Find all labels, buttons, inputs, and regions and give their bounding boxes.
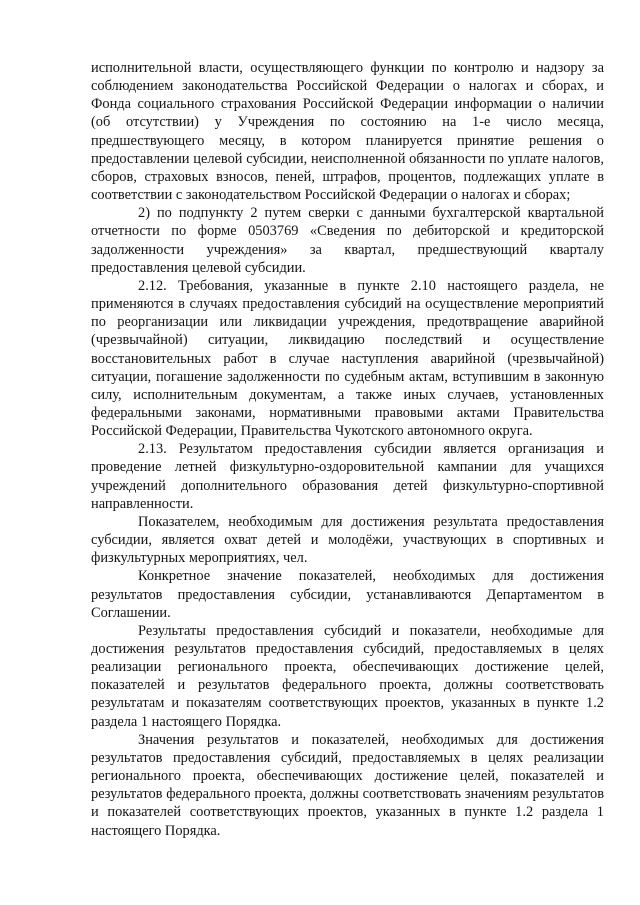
paragraph-project-results: Результаты предоставления субсидий и показатели, необходимые для достижения результатов предоставления субсидий, предоставляемых в целях реализации регионального проекта, обеспечивающих достижение целей, показателей и результатов федерального проекта, должны соответствовать результатам и показателям соответствующих проектов, указанных в пункте 1.2 раздела 1 настоящего Порядка.	[91, 622, 604, 730]
paragraph-subsidy-indicator: Показателем, необходимым для достижения результата предоставления субсидии, является охват детей и молодёжи, участвующих в спортивных и физкультурных мероприятиях, чел.	[91, 513, 604, 567]
paragraph-section-2-12: 2.12. Требования, указанные в пункте 2.10 настоящего раздела, не применяются в случаях предоставления субсидий на осуществление мероприятий по реорганизации или ликвидации учреждения, предотвращение аварийной (чрезвычайной) ситуации, ликвидацию последствий и осуществление восстановительных работ в случае наступления аварийной (чрезвычайной) ситуации, погашение задолженности по судебным актам, вступившим в законную силу, исполнительным документам, а также иных случаев, установленных федеральными законами, нормативными правовыми актами Правительства Российской Федерации, Правительства Чукотского автономного округа.	[91, 277, 604, 440]
paragraph-indicator-values: Конкретное значение показателей, необходимых для достижения результатов предоставления субсидии, устанавливаются Департаментом в Соглашении.	[91, 568, 604, 621]
paragraph-section-2-13: 2.13. Результатом предоставления субсидии является организация и проведение летней физкультурно-оздоровительной кампании для учащихся учреждений дополнительного образования детей физкультурно-спортивной направленности.	[91, 441, 604, 512]
paragraph-project-values: Значения результатов и показателей, необходимых для достижения результатов предоставления субсидий, предоставляемых в целях реализации регионального проекта, обеспечивающих достижение целей, показателей и результатов федерального проекта, должны соответствовать значениям результатов и показателей соответствующих проектов, указанных в пункте 1.2 раздела 1 настоящего Порядка.	[91, 731, 604, 839]
document-body	[91, 59, 604, 840]
paragraph-tax-information: исполнительной власти, осуществляющего функции по контролю и надзору за соблюдением законодательства Российской Федерации о налогах и сборах, и Фонда социального страхования Российской Федерации информации о наличии (об отсутствии) у Учреждения по состоянию на 1-е число месяца, предшествующего месяцу, в котором планируется принятие решения о предоставлении целевой субсидии, неисполненной обязанности по уплате налогов, сборов, страховых взносов, пеней, штрафов, процентов, подлежащих уплате в соответствии с законодательством Российской Федерации о налогах и сборах;	[91, 60, 604, 204]
paragraph-reporting-check: 2) по подпункту 2 путем сверки с данными бухгалтерской квартальной отчетности по форме 0503769 «Сведения по дебиторской и кредиторской задолженности учреждения» за квартал, предшествующий кварталу предоставления целевой субсидии.	[91, 205, 604, 276]
